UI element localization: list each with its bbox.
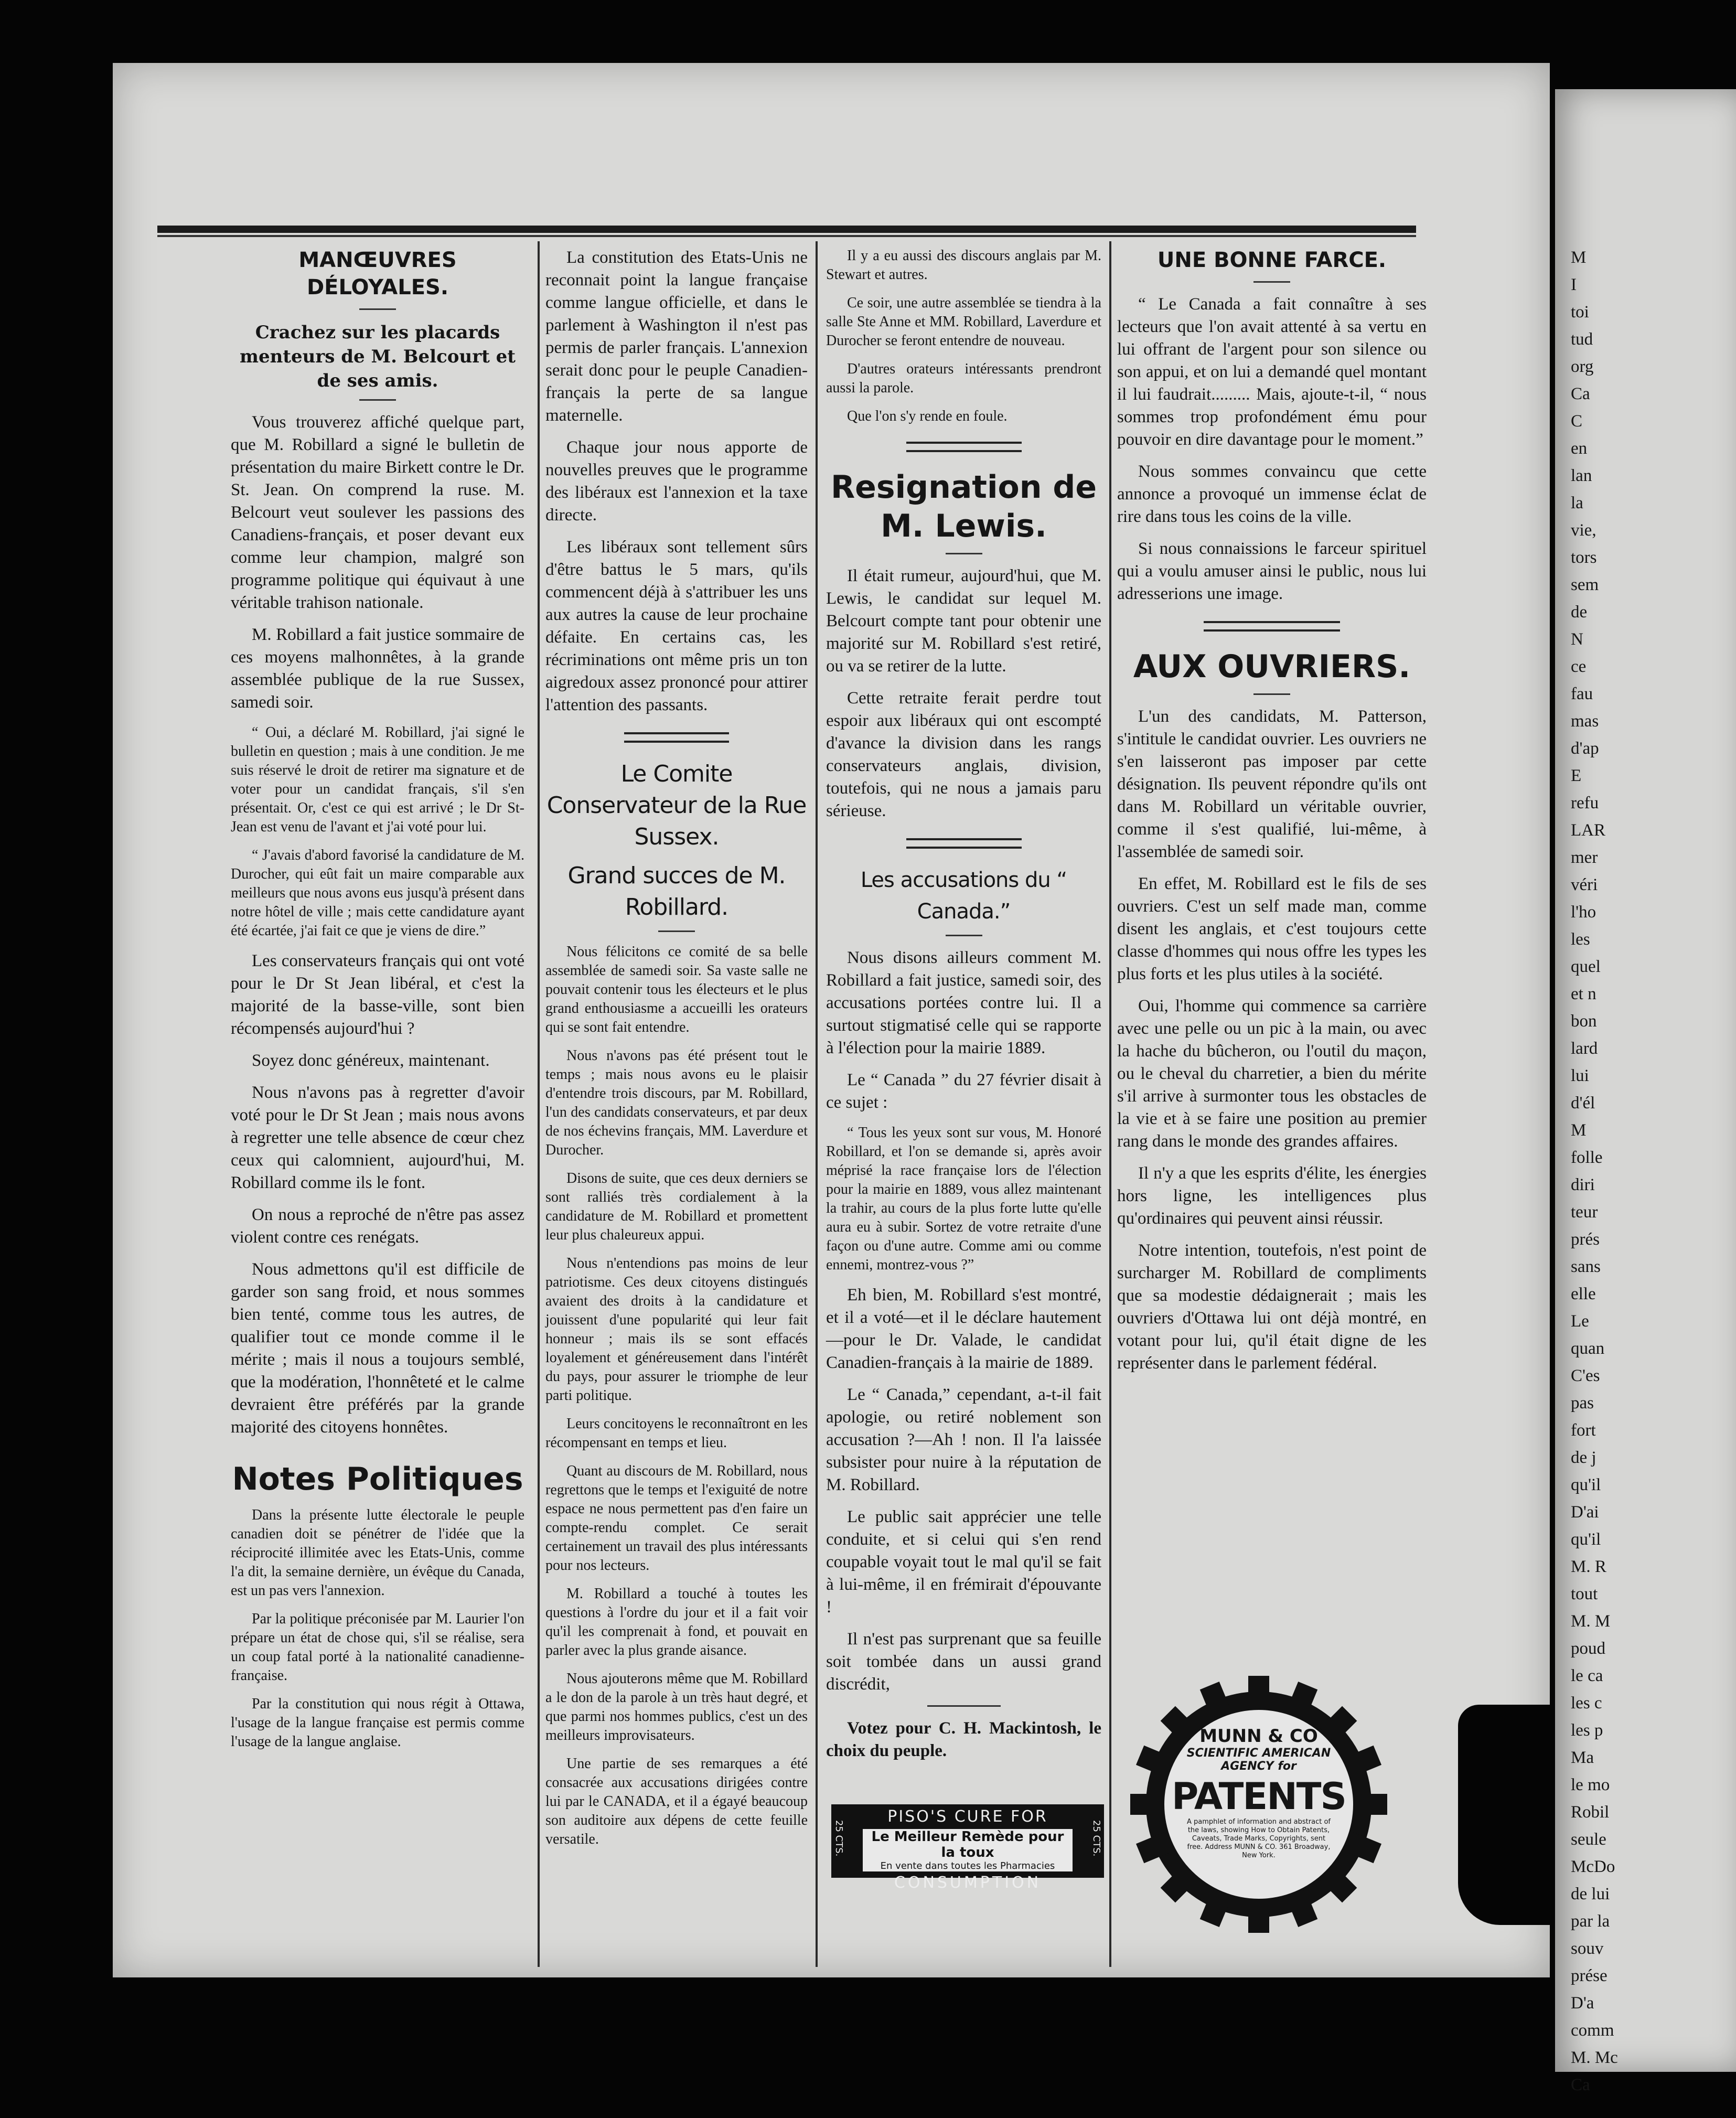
- headline-resignation: Resignation de M. Lewis.: [830, 469, 1097, 544]
- paragraph: Leurs concitoyens le reconnaîtront en les récompensant en temps et lieu.: [545, 1416, 808, 1451]
- ad-munn-patents: [1128, 1673, 1390, 1935]
- fragment-line: les: [1571, 930, 1590, 949]
- paragraph: Dans la présente lutte électorale le peuple canadien doit se pénétrer de l'idée que la réciprocité illimitée avec les Etats-Unis, comme l'a dit, la semaine dernière, un évêque du Canada, est un pas vers l'annexion.: [231, 1507, 524, 1599]
- fragment-line: de j: [1571, 1448, 1596, 1467]
- headline-manoeuvres: MANŒUVRES DÉLOYALES.: [298, 248, 457, 299]
- fragment-line: N: [1571, 630, 1583, 649]
- fragment-line: lan: [1571, 466, 1592, 485]
- divider: [1253, 281, 1290, 283]
- paragraph: On nous a reproché de n'être pas assez violent contre ces renégats.: [231, 1205, 524, 1247]
- fragment-line: de lui: [1571, 1885, 1610, 1903]
- divider: [359, 308, 396, 310]
- quote-paragraph: “ Oui, a déclaré M. Robillard, j'ai signé le bulletin en question ; mais à une condition. Je me suis réservé le droit de retirer ma signature et de voter pour un candidat français, s'il s'en présentait. Or, c'est ce qui est arrivé ; le Dr St-Jean est venu de l'avant et j'ai voté pour lui.: [231, 724, 524, 835]
- column-rule: [538, 241, 540, 1967]
- paragraph: Quant au discours de M. Robillard, nous regrettons que le temps et l'exiguité de notre espace ne nous permettent pas d'en faire un compte-rendu complet. Ce serait certainement un travail des plus intéressants pour nos lecteurs.: [545, 1463, 808, 1574]
- fragment-line: M. Mc: [1571, 2048, 1618, 2067]
- paragraph: Les conservateurs français qui ont voté pour le Dr St Jean libéral, et c'est la majorité de la basse-ville, sont bien récompensés aujourd'hui ?: [231, 951, 524, 1038]
- ad-piso-line2: Le Meilleur Remède pour la toux: [863, 1829, 1073, 1860]
- divider: [1253, 693, 1290, 695]
- fragment-line: Robil: [1571, 1803, 1610, 1822]
- paragraph: Il n'y a que les esprits d'élite, les énergies hors ligne, les intelligences plus qu'ordinaires qui peuvent ainsi réussir.: [1117, 1164, 1427, 1228]
- fragment-line: bon: [1571, 1012, 1597, 1031]
- paragraph: Chaque jour nous apporte de nouvelles preuves que le programme des libéraux est l'annexion et la taxe directe.: [545, 438, 808, 525]
- paragraph: La constitution des Etats-Unis ne reconnait point la langue française comme langue officielle, et dans le parlement à Washington il n'est pas permis de parler français. L'annexion serait donc pour le peuple Canadien-français la perte de sa langue maternelle.: [545, 248, 808, 425]
- ad-piso-cure: [831, 1804, 1104, 1892]
- ad-munn-line2: SCIENTIFIC AMERICAN AGENCY for: [1186, 1747, 1331, 1773]
- adjacent-page: [1555, 89, 1736, 2094]
- subhead-crachez: Crachez sur les placards menteurs de M. Belcourt et de ses amis.: [239, 322, 516, 391]
- paragraph: Les libéraux sont tellement sûrs d'être battus le 5 mars, qu'ils commencent déjà à s'attribuer les uns aux autres la cause de leur prochaine défaite. En certains cas, les récriminations ont même pris un ton aigredoux assez prononcé pour attirer l'attention des passants.: [545, 538, 808, 714]
- paragraph: Nous n'entendions pas moins de leur patriotisme. Ces deux citoyens distingués avaient des droits à la candidature et jouissent d'une popularité qui leur fait honneur ; mais ils se sont effacés loyalement et généreusement dans l'intérêt du pays, pour assurer le triomphe de leur parti politique.: [545, 1255, 808, 1404]
- divider: [946, 935, 982, 936]
- paragraph: Il y a eu aussi des discours anglais par M. Stewart et autres.: [826, 248, 1101, 283]
- section-rule: [906, 442, 1022, 452]
- paragraph: M. Robillard a touché à toutes les questions à l'ordre du jour et il a fait voir qu'il les comprenait à fond, et pouvait en parler avec la plus grande aisance.: [545, 1586, 808, 1659]
- fragment-line: Ca: [1571, 2076, 1590, 2094]
- fragment-line: I: [1571, 275, 1577, 294]
- paragraph: Par la constitution qui nous régit à Ottawa, l'usage de la langue française est permis comme l'usage de la langue anglaise.: [231, 1696, 524, 1750]
- divider: [927, 1705, 1001, 1707]
- fragment-line: tout: [1571, 1585, 1598, 1603]
- fragment-line: prés: [1571, 1230, 1600, 1249]
- fragment-line: M: [1571, 248, 1587, 267]
- paragraph: Vous trouverez affiché quelque part, que M. Robillard a signé le bulletin de présentation du maire Birkett contre le Dr. St. Jean. On comprend la ruse. M. Belcourt veut soulever les passions des Canadiens-français, et poser devant eux comme leur champion, malgré son programme politique qui équivaut à une véritable trahison nationale.: [231, 413, 524, 612]
- fragment-line: souv: [1571, 1939, 1604, 1958]
- fragment-line: la: [1571, 494, 1583, 512]
- fragment-line: Ca: [1571, 384, 1590, 403]
- paragraph: Nous admettons qu'il est difficile de garder son sang froid, et nous sommes bien tenté, comme tous les autres, de qualifier tout ce monde comme il le mérite ; mais il nous a toujours semblé, que la modération, l'honnêteté et le calme devraient être préférés par la grande majorité des citoyens honnêtes.: [231, 1260, 524, 1437]
- vote-notice: Votez pour C. H. Mackintosh, le choix du peuple.: [826, 1719, 1101, 1760]
- fragment-line: Ma: [1571, 1748, 1594, 1767]
- paragraph: D'autres orateurs intéressants prendront aussi la parole.: [826, 361, 1101, 396]
- section-rule: [1204, 621, 1340, 632]
- paragraph: Le public sait apprécier une telle conduite, et si celui qui s'en rend coupable voyait tout le mal qu'il se fait à lui-même, il en frémirait d'épouvante !: [826, 1507, 1101, 1617]
- paragraph: Le “ Canada,” cependant, a-t-il fait apologie, ou retiré noblement son accusation ?—Ah ! non. Il l'a laissée subsister pour nuire à la réputation de M. Robillard.: [826, 1385, 1101, 1494]
- fragment-line: Le: [1571, 1312, 1589, 1331]
- column-1: [231, 247, 524, 1972]
- paragraph: Cette retraite ferait perdre tout espoir aux libéraux qui ont escompté d'avance la division dans les rangs conservateurs anglais, division, toutefois, qui ne nous a jamais paru sérieuse.: [826, 689, 1101, 820]
- fragment-line: mer: [1571, 848, 1598, 867]
- fragment-line: quel: [1571, 957, 1601, 976]
- fragment-line: C: [1571, 412, 1583, 431]
- fragment-line: le ca: [1571, 1666, 1603, 1685]
- fragment-line: lui: [1571, 1066, 1589, 1085]
- fragment-line: fau: [1571, 684, 1593, 703]
- top-rule: [157, 226, 1416, 233]
- fragment-line: le mo: [1571, 1775, 1610, 1794]
- column-rule: [816, 241, 818, 1967]
- headline-aux-ouvriers: AUX OUVRIERS.: [1133, 648, 1411, 685]
- paragraph: Disons de suite, que ces deux derniers se sont ralliés très cordialement à la candidature de M. Robillard et promettent leur plus chaleureux appui.: [545, 1170, 808, 1243]
- ad-munn-line4: A pamphlet of information and abstract of the laws, showing How to Obtain Patents, Caveats, Trade Marks, Copyrights, sent free. Address MUNN & CO. 361 Broadway, New York.: [1187, 1818, 1331, 1859]
- fragment-line: ce: [1571, 657, 1587, 676]
- paragraph: Nous n'avons pas à regretter d'avoir voté pour le Dr St Jean ; mais nous avons à regretter une telle absence de cœur chez ceux qui calomnient, aujourd'hui, M. Robillard comme ils le font.: [231, 1083, 524, 1192]
- fragment-line: véri: [1571, 875, 1598, 894]
- headline-comite: Le Comite Conservateur de la Rue Sussex.: [546, 761, 807, 850]
- paragraph: Si nous connaissions le farceur spirituel qui a voulu amuser ainsi le public, nous lui adresserions une image.: [1117, 539, 1427, 603]
- fragment-line: quan: [1571, 1339, 1605, 1358]
- headline-accusations: Les accusations du “ Canada.”: [860, 868, 1067, 924]
- fragment-line: sem: [1571, 575, 1599, 594]
- fragment-line: mas: [1571, 712, 1599, 731]
- paragraph: M. Robillard a fait justice sommaire de ces moyens malhonnêtes, à la grande assemblée publique de la rue Sussex, samedi soir.: [231, 625, 524, 712]
- fragment-line: toi: [1571, 303, 1589, 322]
- fragment-line: McDo: [1571, 1857, 1615, 1876]
- fragment-line: M. M: [1571, 1612, 1611, 1631]
- fragment-line: qu'il: [1571, 1475, 1601, 1494]
- fragment-line: fort: [1571, 1421, 1596, 1440]
- fragment-line: par la: [1571, 1912, 1610, 1931]
- paragraph: L'un des candidats, M. Patterson, s'intitule le candidat ouvrier. Les ouvriers ne s'en laisseront pas imposer par cette désignation. Ils peuvent répondre qu'ils ont dans M. Robillard un véritable ouvrier, comme il s'est qualifié, lui-même, à l'assemblée de samedi soir.: [1117, 707, 1427, 861]
- fragment-line: teur: [1571, 1203, 1598, 1222]
- paragraph: Nous sommes convaincu que cette annonce a provoqué un immense éclat de rire dans tous les coins de la ville.: [1117, 462, 1427, 526]
- quote-paragraph: “ Tous les yeux sont sur vous, M. Honoré Robillard, et l'on se demande si, après avoir méprisé la race française lors de l'élection pour la mairie en 1889, vous allez maintenant la trahir, au cours de la plus forte lutte qu'elle aura eu à subir. Sortez de votre retraite d'une façon ou d'une autre. Comme ami ou comme ennemi, montrez-vous ?”: [826, 1125, 1101, 1273]
- paragraph: Une partie de ses remarques a été consacrée aux accusations dirigées contre lui par le CANADA, et il a égayé beaucoup son auditoire aux dépens de cette feuille versatile.: [545, 1756, 808, 1847]
- fragment-line: qu'il: [1571, 1530, 1601, 1549]
- fragment-line: D'a: [1571, 1994, 1594, 2013]
- fragment-line: tud: [1571, 330, 1593, 349]
- paragraph: Eh bien, M. Robillard s'est montré, et il a voté—et il le déclare hautement—pour le Dr. Valade, le candidat Canadien-français à la mairie de 1889.: [826, 1286, 1101, 1372]
- fragment-line: M: [1571, 1121, 1587, 1140]
- fragment-line: D'ai: [1571, 1503, 1599, 1522]
- ad-munn-line3: PATENTS: [1172, 1775, 1346, 1818]
- ad-munn-center: [1164, 1710, 1353, 1899]
- ad-piso-price: 25 CTS.: [1091, 1820, 1102, 1857]
- ad-piso-line1: PISO'S CURE FOR: [887, 1807, 1048, 1826]
- column-4: [1117, 247, 1427, 1663]
- fragment-line: sans: [1571, 1257, 1601, 1276]
- ad-piso-price: 25 CTS.: [833, 1820, 844, 1857]
- fragment-line: d'ap: [1571, 739, 1599, 758]
- fragment-line: vie,: [1571, 521, 1596, 540]
- paragraph: Le “ Canada ” du 27 février disait à ce sujet :: [826, 1071, 1101, 1112]
- top-rule-thin: [157, 235, 1416, 237]
- fragment-line: E: [1571, 766, 1582, 785]
- ad-piso-line3: En vente dans toutes les Pharmacies: [863, 1860, 1073, 1871]
- paragraph: Nous n'avons pas été présent tout le temps ; mais nous avons eu le plaisir d'entendre trois discours, par M. Robillard, l'un des candidats conservateurs, et par deux de nos échevins français, MM. Laverdure et Durocher.: [545, 1047, 808, 1158]
- headline-bonne-farce: UNE BONNE FARCE.: [1157, 248, 1387, 272]
- fragment-line: seule: [1571, 1830, 1606, 1849]
- fragment-line: tors: [1571, 548, 1597, 567]
- fragment-line: de: [1571, 603, 1588, 622]
- ad-munn-line1: MUNN & CO: [1199, 1726, 1318, 1747]
- paragraph: Notre intention, toutefois, n'est point de surcharger M. Robillard de compliments que sa modestie dédaignerait ; mais les ouvriers d'Ottawa lui ont déjà montré, en votant pour lui, qu'il était digne de les représenter dans le parlement fédéral.: [1117, 1241, 1427, 1373]
- fragment-line: C'es: [1571, 1366, 1600, 1385]
- section-rule: [906, 838, 1022, 849]
- paragraph: Nous félicitons ce comité de sa belle assemblée de samedi soir. Sa vaste salle ne pouvait contenir tous les électeurs et le plus grand enthousiasme a accueilli les orateurs qui se sont fait entendre.: [545, 944, 808, 1035]
- fragment-line: en: [1571, 439, 1588, 458]
- column-3: [826, 247, 1101, 1794]
- fragment-line: refu: [1571, 794, 1599, 812]
- divider: [946, 553, 982, 554]
- paragraph: Ce soir, une autre assemblée se tiendra à la salle Ste Anne et MM. Robillard, Laverdure et Durocher se feront entendre de nouveau.: [826, 295, 1101, 349]
- fragment-line: elle: [1571, 1285, 1596, 1303]
- page-damage: [1458, 1705, 1552, 1925]
- paragraph: Oui, l'homme qui commence sa carrière avec une pelle ou un pic à la main, ou avec la hache du bûcheron, ou l'outil du maçon, ou le cheval du charretier, a bien du mérite s'il arrive à surmonter tous les obstacles de la vie et à se faire une position au premier rang dans le monde des grandes affaires.: [1117, 997, 1427, 1151]
- fragment-line: les p: [1571, 1721, 1603, 1740]
- fragment-line: M. R: [1571, 1557, 1606, 1576]
- fragment-line: comm: [1571, 2021, 1614, 2040]
- paragraph: Il n'est pas surprenant que sa feuille soit tombée dans un aussi grand discrédit,: [826, 1630, 1101, 1694]
- fragment-line: org: [1571, 357, 1594, 376]
- paragraph: Soyez donc généreux, maintenant.: [252, 1051, 490, 1070]
- fragment-line: LAR: [1571, 821, 1605, 840]
- headline-notes-politiques: Notes Politiques: [232, 1461, 523, 1497]
- divider: [359, 399, 396, 401]
- section-rule: [624, 732, 729, 743]
- headline-grand-succes: Grand succes de M. Robillard.: [567, 862, 786, 921]
- fragment-line: lard: [1571, 1039, 1598, 1058]
- column-rule: [1109, 241, 1111, 1967]
- column-2: [545, 247, 808, 1972]
- paragraph: “ Le Canada a fait connaître à ses lecteurs que l'on avait attenté à sa vertu en lui offrant de l'argent pour son silence ou son appui, et on lui a demandé quel montant il lui faudrait......... Mais, ajoute-t-il, “ nous sommes trop profondément ému pour pouvoir en dire davantage pour le moment.”: [1117, 295, 1427, 449]
- paragraph: Que l'on s'y rende en foule.: [847, 408, 1008, 424]
- fragment-line: les c: [1571, 1694, 1602, 1713]
- fragment-line: d'él: [1571, 1094, 1595, 1113]
- divider: [658, 930, 695, 932]
- paragraph: En effet, M. Robillard est le fils de ses ouvriers. C'est un self made man, comme disent les anglais, et c'est toujours cette classe d'hommes qui nous offre les types les plus forts et les plus utiles à la société.: [1117, 874, 1427, 983]
- fragment-line: diri: [1571, 1175, 1595, 1194]
- paragraph: Il était rumeur, aujourd'hui, que M. Lewis, le candidat sur lequel M. Belcourt compte tant pour obtenir une majorité sur M. Robillard s'est retiré, ou va se retirer de la lutte.: [826, 566, 1101, 676]
- fragment-line: prése: [1571, 1966, 1608, 1985]
- fragment-line: poud: [1571, 1639, 1605, 1658]
- fragment-line: et n: [1571, 985, 1596, 1003]
- ad-piso-line4: CONSUMPTION: [894, 1874, 1042, 1892]
- paragraph: Nous disons ailleurs comment M. Robillard a fait justice, samedi soir, des accusations portées contre lui. Il a surtout stigmatisé celle qui se rapporte à l'élection pour la mairie 1889.: [826, 948, 1101, 1057]
- fragment-line: folle: [1571, 1148, 1603, 1167]
- paragraph: Par la politique préconisée par M. Laurier l'on prépare un état de chose qui, s'il se réalise, sera un coup fatal porté à la nationalité canadienne-française.: [231, 1611, 524, 1684]
- fragment-line: pas: [1571, 1394, 1594, 1413]
- quote-paragraph: “ J'avais d'abord favorisé la candidature de M. Durocher, qui eût fait un maire comparable aux meilleurs que nous avons eus jusqu'à présent dans notre hôtel de ville ; mais cette candidature ayant été écartée, j'ai fait ce que je viens de dire.”: [231, 847, 524, 939]
- fragment-line: l'ho: [1571, 903, 1596, 922]
- paragraph: Nous ajouterons même que M. Robillard a le don de la parole à un très haut degré, et que parmi nos hommes publics, c'est un des meilleurs improvisateurs.: [545, 1671, 808, 1743]
